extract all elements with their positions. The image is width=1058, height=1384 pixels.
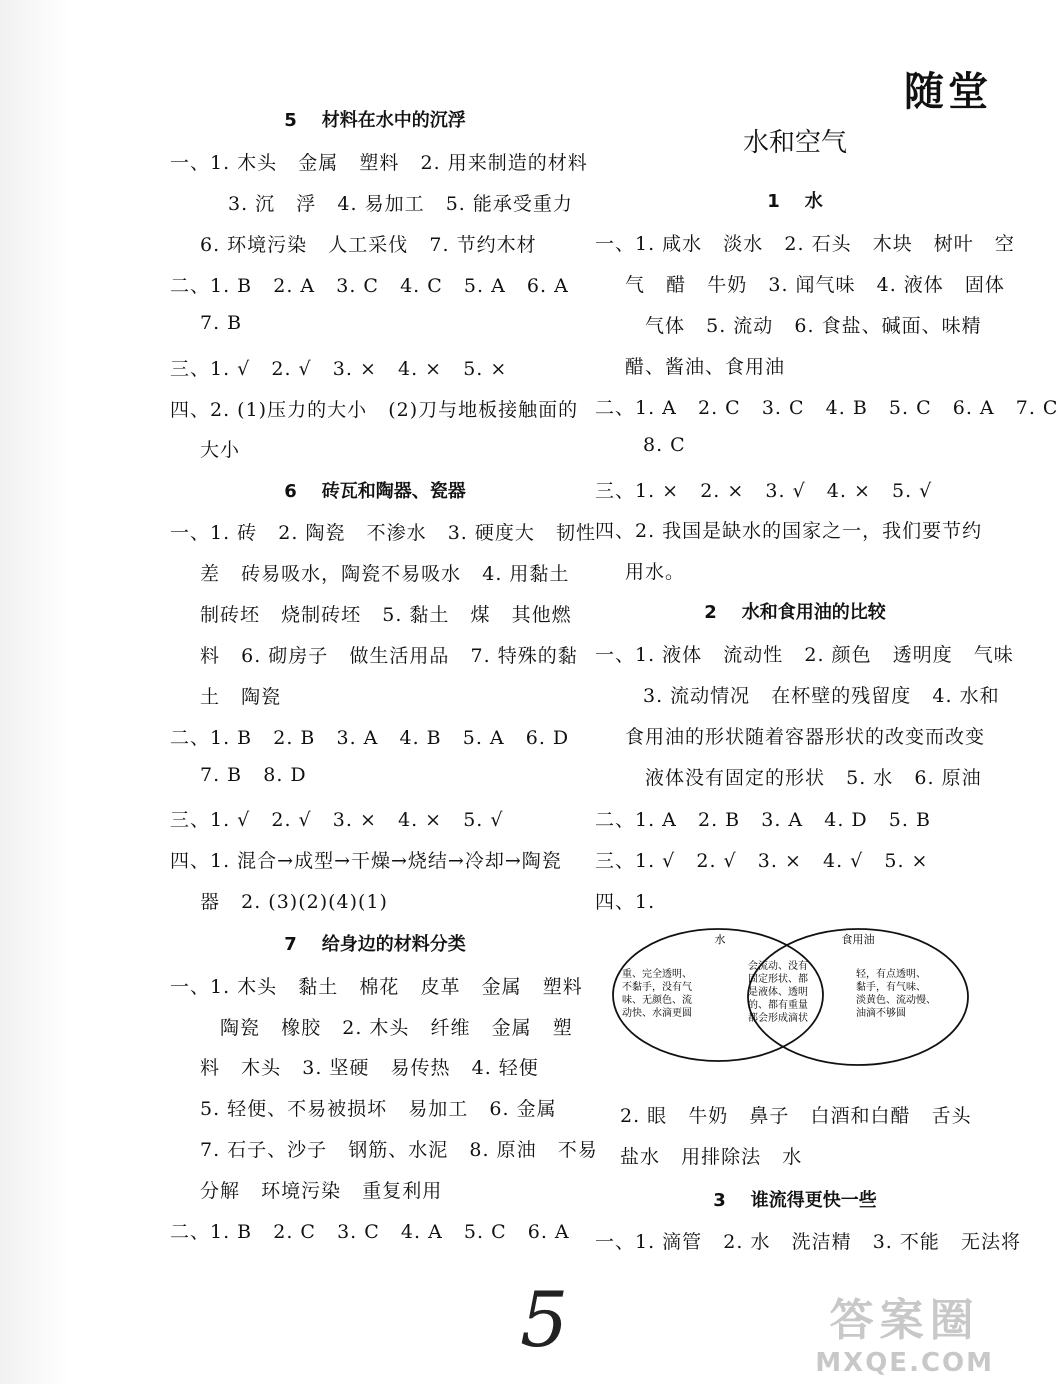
answer-line: 料 木头 3. 坚硬 易传热 4. 轻便 (200, 1057, 539, 1079)
venn-common-text: 的、都有重量 (748, 1000, 808, 1011)
corner-title: 随堂 (904, 69, 992, 115)
venn-water-text: 不黏手，没有气 (622, 982, 692, 993)
section-heading-1: 1 水 (767, 191, 823, 212)
section-heading-5: 5 材料在水中的沉浮 (284, 110, 466, 131)
answer-line: 器 2. (3)(2)(4)(1) (200, 891, 388, 913)
answer-line: 7. B (200, 312, 243, 334)
answer-line: 三、1. × 2. × 3. √ 4. × 5. √ (595, 480, 933, 502)
watermark-logo-text: 答案圈 (829, 1295, 980, 1346)
answer-line: 三、1. √ 2. √ 3. × 4. × 5. × (170, 358, 508, 380)
answer-line: 7. B 8. D (200, 764, 307, 786)
answer-line: 四、2. 我国是缺水的国家之一，我们要节约 (595, 520, 983, 542)
answer-line: 8. C (643, 434, 686, 456)
answer-line: 陶瓷 橡胶 2. 木头 纤维 金属 塑 (220, 1017, 573, 1039)
handwritten-page-number: 5 (520, 1275, 569, 1364)
page-edge-shadow (0, 0, 70, 1384)
venn-oil-text: 轻，有点透明、 (856, 969, 926, 980)
watermark (815, 1284, 994, 1378)
answer-line: 5. 轻便、不易被损坏 易加工 6. 金属 (200, 1098, 557, 1120)
answer-line: 2. 眼 牛奶 鼻子 白酒和白醋 舌头 (620, 1105, 972, 1127)
answer-line: 7. 石子、沙子 钢筋、水泥 8. 原油 不易 (200, 1139, 598, 1161)
section-heading-2: 2 水和食用油的比较 (704, 602, 886, 623)
venn-water-text: 动快、水滴更圆 (622, 1008, 692, 1019)
answer-line: 二、1. B 2. C 3. C 4. A 5. C 6. A (170, 1221, 570, 1243)
answer-line: 四、1. (595, 891, 656, 913)
answer-line: 用水。 (625, 561, 686, 583)
answer-line: 四、1. 混合→成型→干燥→烧结→冷却→陶瓷 (170, 850, 562, 872)
venn-oil-text: 淡黄色、流动慢、 (856, 995, 936, 1006)
unit-title: 水和空气 (742, 128, 847, 158)
venn-oil-text: 黏手，有气味、 (856, 982, 926, 993)
answer-line: 3. 流动情况 在杯壁的残留度 4. 水和 (643, 685, 1000, 707)
venn-label-oil: 食用油 (841, 933, 875, 946)
answer-line: 食用油的形状随着容器形状的改变而改变 (625, 726, 986, 748)
answer-line: 一、1. 液体 流动性 2. 颜色 透明度 气味 (595, 644, 1014, 666)
section-heading-7: 7 给身边的材料分类 (284, 934, 466, 955)
answer-line: 液体没有固定的形状 5. 水 6. 原油 (645, 767, 982, 789)
answer-line: 二、1. A 2. C 3. C 4. B 5. C 6. A 7. C (595, 397, 1058, 419)
answer-line: 四、2. (1)压力的大小 (2)刀与地板接触面的 (170, 399, 579, 421)
answer-line: 气体 5. 流动 6. 食盐、碱面、味精 (645, 315, 982, 337)
venn-oil-text: 油滴不够圆 (856, 1008, 906, 1019)
venn-water-text: 重、完全透明、 (622, 969, 692, 980)
answer-line: 一、1. 咸水 淡水 2. 石头 木块 树叶 空 (595, 233, 1015, 255)
answer-line: 二、1. B 2. A 3. C 4. C 5. A 6. A (170, 275, 569, 297)
venn-common-text: 是液体、透明 (748, 987, 808, 998)
venn-diagram (608, 925, 978, 1085)
answer-line: 一、1. 木头 金属 塑料 2. 用来制造的材料 (170, 152, 588, 174)
watermark-url: MXQE.COM (815, 1348, 994, 1378)
answer-line: 分解 环境污染 重复利用 (200, 1180, 443, 1202)
answer-line: 二、1. A 2. B 3. A 4. D 5. B (595, 809, 931, 831)
answer-line: 气 醋 牛奶 3. 闻气味 4. 液体 固体 (625, 274, 1005, 296)
answer-line: 3. 沉 浮 4. 易加工 5. 能承受重力 (228, 193, 573, 215)
answer-line: 三、1. √ 2. √ 3. × 4. × 5. √ (170, 809, 504, 831)
answer-line: 土 陶瓷 (200, 686, 282, 708)
answer-line: 三、1. √ 2. √ 3. × 4. √ 5. × (595, 850, 929, 872)
answer-line: 盐水 用排除法 水 (620, 1146, 803, 1168)
venn-water-text: 味、无颜色、流 (622, 995, 692, 1006)
section-heading-3: 3 谁流得更快一些 (713, 1190, 877, 1211)
answer-line: 二、1. B 2. B 3. A 4. B 5. A 6. D (170, 727, 570, 749)
answer-line: 料 6. 砌房子 做生活用品 7. 特殊的黏 (200, 645, 578, 667)
venn-label-water: 水 (714, 933, 726, 946)
answer-line: 一、1. 木头 黏土 棉花 皮革 金属 塑料 (170, 976, 583, 998)
answer-line: 制砖坯 烧制砖坯 5. 黏土 煤 其他燃 (200, 604, 572, 626)
venn-common-text: 会流动、没有 (748, 961, 808, 972)
answer-line: 一、1. 砖 2. 陶瓷 不渗水 3. 硬度大 韧性 (170, 522, 596, 544)
section-heading-6: 6 砖瓦和陶器、瓷器 (284, 481, 466, 502)
answer-line: 差 砖易吸水，陶瓷不易吸水 4. 用黏土 (200, 563, 570, 585)
answer-line: 大小 (200, 439, 241, 461)
answer-line: 醋、酱油、食用油 (625, 356, 786, 378)
venn-common-text: 都会形成滴状 (748, 1013, 808, 1024)
answer-line: 一、1. 滴管 2. 水 洗洁精 3. 不能 无法将 (595, 1231, 1021, 1253)
venn-common-text: 固定形状、都 (748, 974, 808, 985)
answer-line: 6. 环境污染 人工采伐 7. 节约木材 (200, 234, 537, 256)
